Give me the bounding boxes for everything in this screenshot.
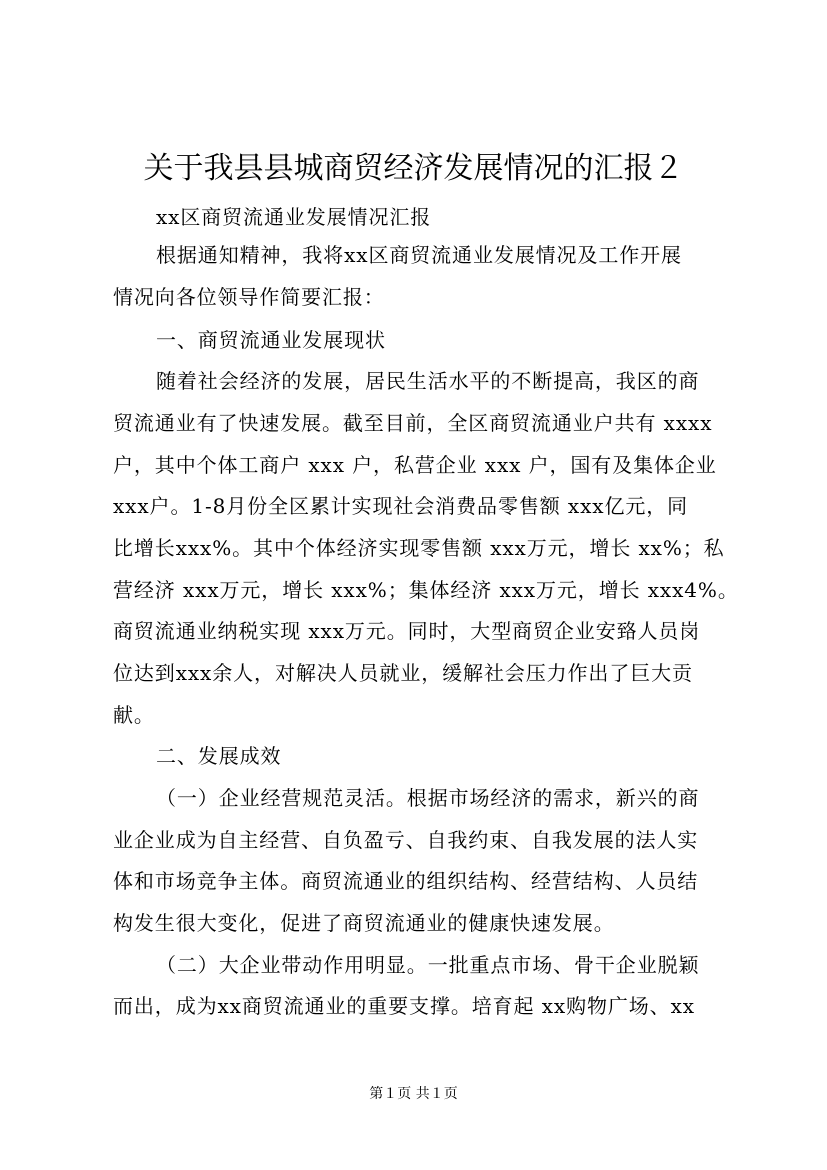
section-heading: 一、商贸流通业发展现状 bbox=[156, 328, 386, 352]
paragraph-line: 根据通知精神，我将xx区商贸流通业发展情况及工作开展 bbox=[156, 243, 682, 267]
paragraph-line: （一）企业经营规范灵活。根据市场经济的需求，新兴的商 bbox=[156, 786, 700, 810]
paragraph-line: 营经济 xxx万元，增长 xxx%；集体经济 xxx万元，增长 xxx4%。 bbox=[113, 578, 739, 602]
document-title: 关于我县县城商贸经济发展情况的汇报２ bbox=[143, 151, 684, 186]
section-heading: 二、发展成效 bbox=[156, 744, 282, 768]
page-footer: 第１页 共１页 bbox=[369, 1086, 458, 1102]
paragraph-line: 而出，成为xx商贸流通业的重要支撑。培育起 xx购物广场、xx bbox=[113, 994, 695, 1018]
paragraph-line: 情况向各位领导作简要汇报： bbox=[113, 285, 385, 309]
paragraph-line: 户，其中个体工商户 xxx 户，私营企业 xxx 户，国有及集体企业 bbox=[113, 453, 717, 477]
paragraph-line: （二）大企业带动作用明显。一批重点市场、骨干企业脱颖 bbox=[156, 953, 700, 977]
paragraph-line: 业企业成为自主经营、自负盈亏、自我约束、自我发展的法人实 bbox=[113, 828, 699, 852]
paragraph-line: 比增长xxx%。其中个体经济实现零售额 xxx万元，增长 xx%；私 bbox=[113, 536, 725, 560]
subtitle-line: xx区商贸流通业发展情况汇报 bbox=[156, 205, 432, 229]
paragraph-line: 随着社会经济的发展，居民生活水平的不断提高，我区的商 bbox=[156, 369, 700, 393]
paragraph-line: 献。 bbox=[113, 703, 155, 727]
paragraph-line: 贸流通业有了快速发展。截至目前，全区商贸流通业户共有 xxxx bbox=[113, 411, 713, 435]
paragraph-line: 商贸流通业纳税实现 xxx万元。同时，大型商贸企业安臵人员岗 bbox=[113, 619, 701, 643]
paragraph-line: 位达到xxx余人，对解决人员就业，缓解社会压力作出了巨大贡 bbox=[113, 661, 693, 685]
paragraph-line: 构发生很大变化，促进了商贸流通业的健康快速发展。 bbox=[113, 911, 615, 935]
paragraph-line: xxx户。1-8月份全区累计实现社会消费品零售额 xxx亿元，同 bbox=[113, 494, 689, 518]
paragraph-line: 体和市场竞争主体。商贸流通业的组织结构、经营结构、人员结 bbox=[113, 869, 699, 893]
